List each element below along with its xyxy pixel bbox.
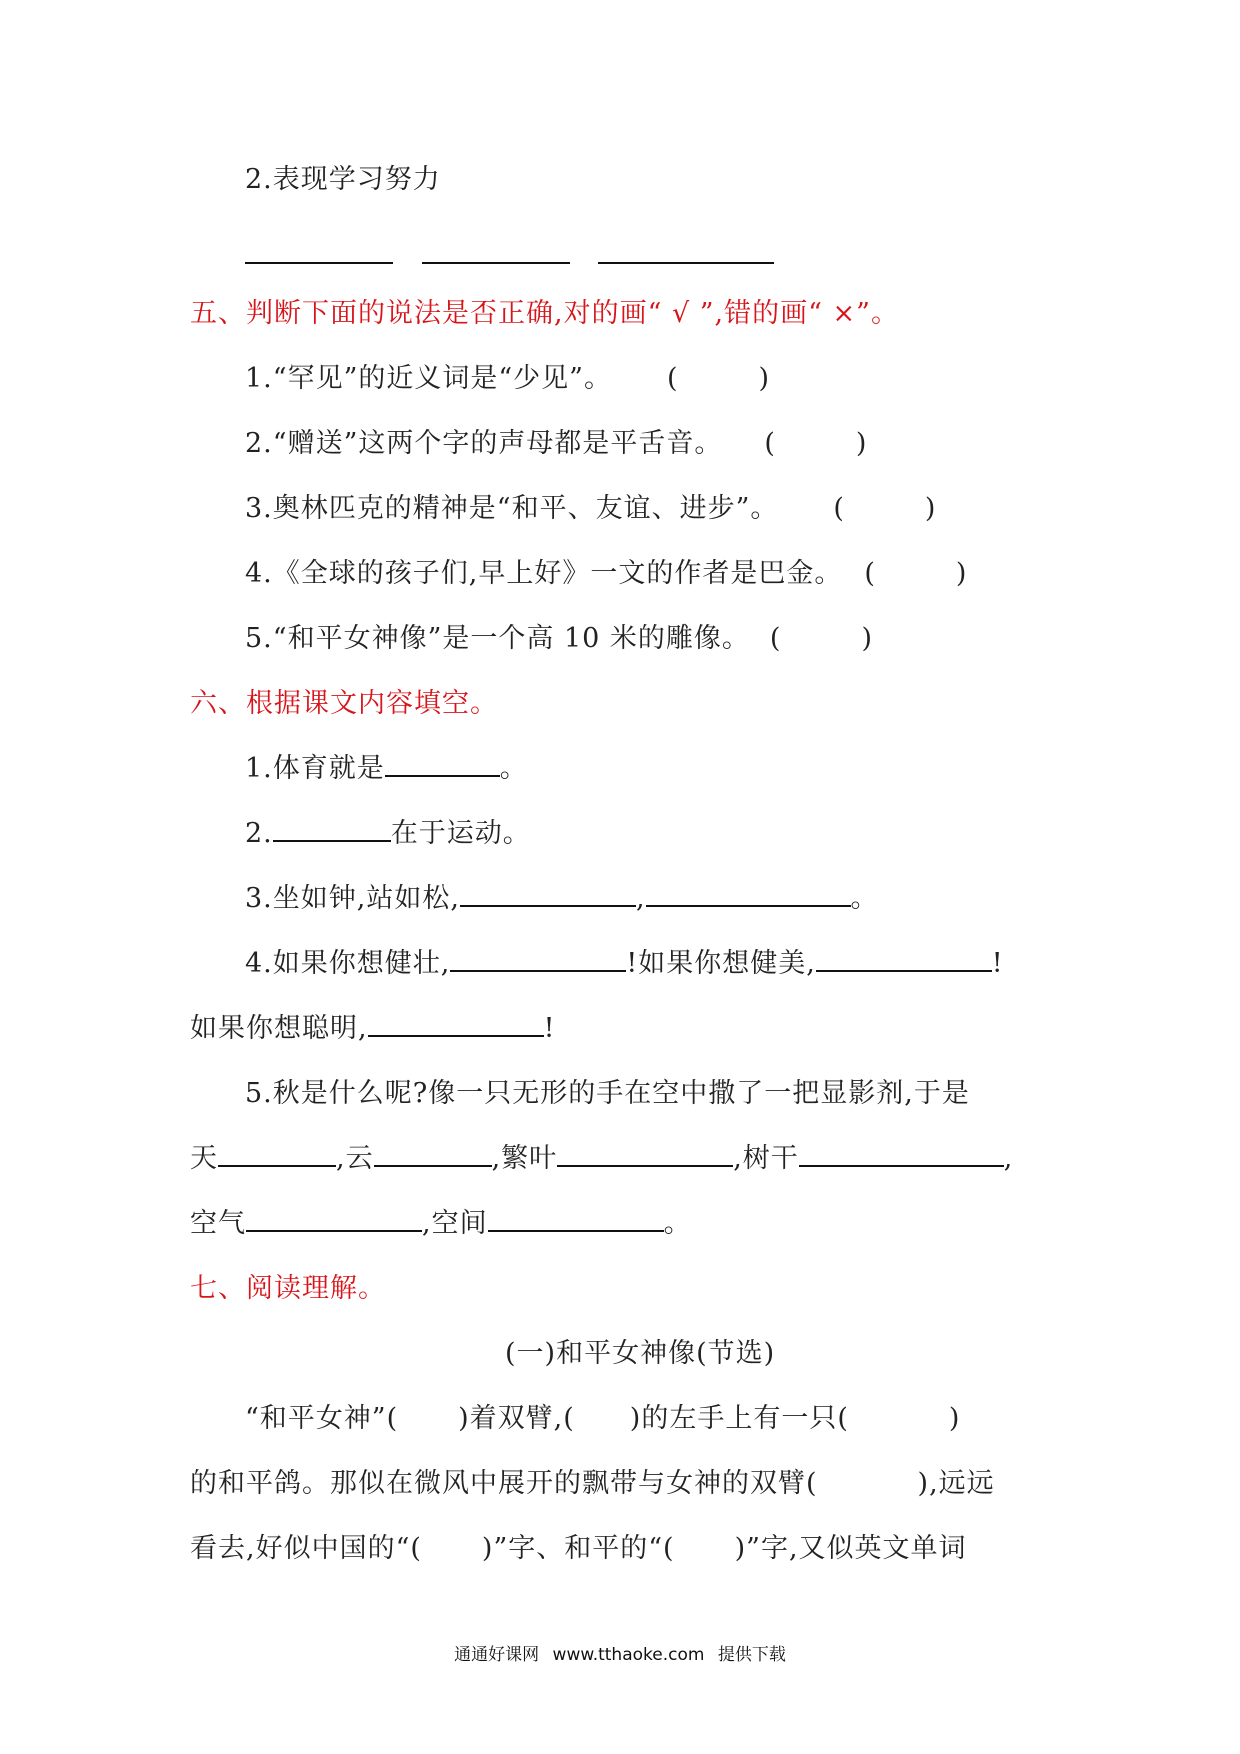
paren-open: ( — [769, 623, 782, 654]
paren-close: ) — [855, 428, 868, 459]
paren-close: ) — [924, 493, 937, 524]
paren-open: ( — [833, 493, 845, 524]
answer-blank — [368, 1009, 544, 1037]
fill-text: 1.体育就是 — [245, 753, 385, 784]
judge-item-1 — [245, 359, 770, 399]
fill-item-4 — [245, 944, 1004, 984]
paren-open: ( — [864, 558, 876, 589]
footer-url[interactable]: www.tthaoke.com — [552, 1645, 705, 1665]
fill-text: ,繁叶 — [491, 1143, 558, 1174]
footer-suffix: 提供下载 — [717, 1645, 786, 1665]
fill-text: , — [635, 883, 646, 914]
fill-text: 天 — [190, 1143, 218, 1174]
passage-text: 看去,好似中国的“( — [190, 1533, 422, 1564]
fill-text: ! — [991, 948, 1004, 979]
passage-text: )着双臂,( — [458, 1403, 575, 1434]
fill-item-3 — [245, 879, 879, 919]
answer-blank — [799, 1139, 1004, 1167]
answer-blank — [422, 262, 570, 264]
answer-blank — [450, 944, 626, 972]
fill-text: 在于运动。 — [390, 818, 531, 849]
answer-blank — [646, 879, 851, 907]
fill-text: 如果你想聪明, — [190, 1013, 368, 1044]
fill-text: ,树干 — [733, 1143, 799, 1174]
fill-text: 4.如果你想健壮, — [245, 948, 451, 979]
passage-text: ),远远 — [917, 1468, 995, 1499]
passage-text: “和平女神”( — [245, 1403, 399, 1434]
paren-close: ) — [861, 623, 873, 654]
judge-item-text: 3.奥林匹克的精神是“和平、友谊、进步”。 — [245, 493, 779, 524]
fill-item-5-line3 — [190, 1204, 692, 1244]
fill-text: 。 — [499, 753, 528, 784]
answer-blank — [816, 944, 992, 972]
passage-text: )”字、和平的“( — [481, 1533, 675, 1564]
item-2-effort: 2.表现学习努力 — [245, 164, 441, 195]
judge-item-text: 2.“赠送”这两个字的声母都是平舌音。 — [245, 428, 723, 459]
judge-item-3 — [245, 489, 936, 529]
fill-text: ,空间 — [422, 1208, 488, 1239]
judge-item-text: 5.“和平女神像”是一个高 10 米的雕像。 — [245, 623, 750, 654]
judge-item-4 — [245, 554, 967, 594]
fill-item-2 — [245, 814, 531, 854]
judge-item-2 — [245, 424, 867, 464]
fill-text: , — [1003, 1143, 1014, 1174]
answer-blank — [218, 1139, 336, 1167]
fill-text: 3.坐如钟,站如松, — [245, 883, 460, 914]
fill-item-1 — [245, 749, 528, 789]
section-5-heading: 五、判断下面的说法是否正确,对的画“ √ ”,错的画“ ×”。 — [190, 298, 899, 329]
fill-text: 。 — [663, 1208, 692, 1239]
passage-text: )的左手上有一只( — [629, 1403, 849, 1434]
reading-paragraph-line-3 — [190, 1529, 967, 1569]
answer-blank — [460, 879, 636, 907]
passage-text: 的和平鸽。那似在微风中展开的飘带与女神的双臂( — [190, 1468, 818, 1499]
answer-blank — [273, 814, 391, 842]
paren-close: ) — [758, 363, 771, 394]
answer-blank — [374, 1139, 492, 1167]
fill-item-4-cont — [190, 1009, 555, 1049]
answer-blank — [598, 262, 774, 264]
fill-item-5-line2 — [190, 1139, 1013, 1179]
paren-close: ) — [955, 558, 968, 589]
fill-text: !如果你想健美, — [626, 948, 816, 979]
reading-title: (一)和平女神像(节选) — [505, 1338, 776, 1369]
fill-text: 。 — [850, 883, 879, 914]
reading-paragraph-line-2 — [190, 1464, 995, 1504]
reading-paragraph-line-1 — [245, 1399, 960, 1439]
fill-text: ! — [543, 1013, 556, 1044]
page-footer — [0, 1640, 1240, 1665]
paren-open: ( — [666, 363, 679, 394]
section-6-heading: 六、根据课文内容填空。 — [190, 688, 498, 719]
answer-blank — [488, 1204, 664, 1232]
fill-item-5: 5.秋是什么呢?像一只无形的手在空中撒了一把显影剂,于是 — [245, 1078, 970, 1109]
judge-item-text: 4.《全球的孩子们,早上好》一文的作者是巴金。 — [245, 558, 843, 589]
fill-text: 空气 — [190, 1208, 246, 1239]
answer-blank — [557, 1139, 733, 1167]
answer-blank — [246, 1204, 422, 1232]
judge-item-text: 1.“罕见”的近义词是“少见”。 — [245, 363, 612, 394]
judge-item-5 — [245, 619, 873, 659]
fill-text: 2. — [245, 818, 273, 849]
fill-text: ,云 — [336, 1143, 374, 1174]
footer-site-name: 通通好课网 — [454, 1645, 540, 1665]
answer-blank — [385, 749, 500, 777]
passage-text: )”字,又似英文单词 — [734, 1533, 967, 1564]
section-7-heading: 七、阅读理解。 — [190, 1273, 386, 1304]
answer-blank — [245, 262, 393, 264]
passage-text: ) — [948, 1403, 961, 1434]
paren-open: ( — [764, 428, 776, 459]
